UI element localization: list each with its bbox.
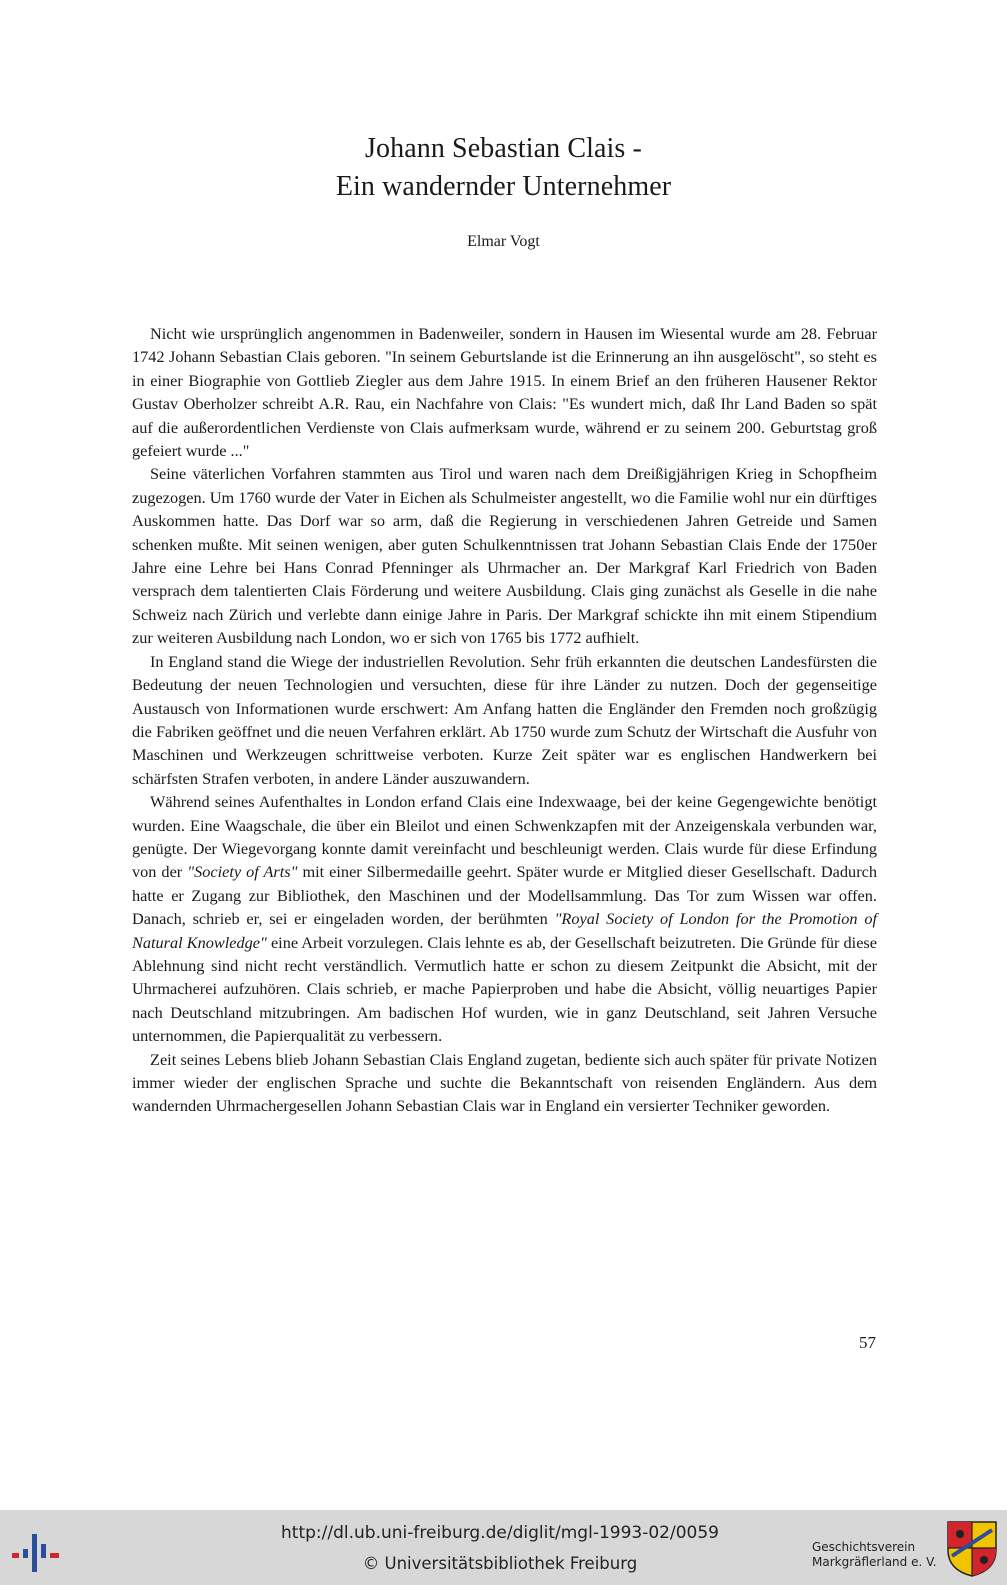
document-url-link[interactable]: http://dl.ub.uni-freiburg.de/diglit/mgl-1993-02/0059 bbox=[281, 1523, 719, 1543]
author-name: Elmar Vogt bbox=[467, 233, 540, 250]
title-line-2: Ein wandernder Unternehmer bbox=[335, 171, 672, 202]
paragraph-1: Nicht wie ursprünglich angenommen in Badenweiler, sondern in Hausen im Wiesental wurde am 28. Februar 1742 Johann Sebastian Clais geboren. "In seinem Geburtslande ist die Erinnerung an ihn ausgelöscht", so steht es in einer Biographie von Gottlieb Ziegler aus dem Jahre 1915. In einem Brief an den früheren Hausener Rektor Gustav Oberholzer schreibt A.R. Rau, ein Nachfahre von Clais: "Es wundert mich, daß Ihr Land Baden so spät auf die außerordentlichen Verdienste von Clais aufmerksam wurde, während er zu seinem 200. Geburtstag groß gefeiert wurde ..." bbox=[132, 324, 877, 461]
coat-of-arms-icon bbox=[946, 1520, 998, 1578]
article-body bbox=[132, 322, 877, 1118]
title-line-1: Johann Sebastian Clais - bbox=[365, 133, 642, 164]
paragraph-4 bbox=[132, 790, 877, 1047]
article-title bbox=[0, 130, 1007, 206]
society-name-line-1: Geschichtsverein bbox=[812, 1540, 916, 1554]
paragraph-2: Seine väterlichen Vorfahren stammten aus Tirol und waren nach dem Dreißigjährigen Krieg in Schopfheim zugezogen. Um 1760 wurde der Vater in Eichen als Schulmeister angestellt, wo die Familie wohl nur ein dürftiges Auskommen hatte. Das Dorf war so arm, daß die Regierung in verschiedenen Jahren Getreide und Samen schenken mußte. Mit seinen wenigen, aber guten Schulkenntnissen trat Johann Sebastian Clais Ende der 1750er Jahre eine Lehre bei Hans Conrad Pfenninger als Uhrmacher an. Der Markgraf Karl Friedrich von Baden versprach dem talentierten Clais Förderung und weitere Ausbildung. Clais ging zunächst als Geselle in die nahe Schweiz nach Zürich und verlebte dann einige Jahre in Paris. Der Markgraf schickte ihn mit einem Stipendium zur weiteren Ausbildung nach London, wo er sich von 1765 bis 1772 aufhielt. bbox=[132, 464, 877, 648]
copyright-notice: © Universitätsbibliothek Freiburg bbox=[362, 1554, 638, 1573]
ub-freiburg-logo-icon[interactable] bbox=[10, 1532, 66, 1574]
paragraph-4-part-2: mit einer Silbermedaille geehrt. Später wurde er Mitglied dieser Gesellschaft. Dadurch hatte er Zugang zur Bibliothek, den Maschinen und der Modellsammlung. Das Tor zum Wissen war offen. Danach, schrieb er, sei er eingeladen worden, der berühmten bbox=[132, 862, 877, 929]
society-of-arts-name: "Society of Arts" bbox=[187, 862, 298, 882]
society-name-line-2: Markgräflerland e. V. bbox=[812, 1555, 937, 1569]
library-footer bbox=[0, 1510, 1007, 1585]
paragraph-4-part-1: Während seines Aufenthaltes in London erfand Clais eine Indexwaage, bei der keine Gegengewichte benötigt wurden. Eine Waagschale, die über ein Bleilot und einen Schwenkzapfen mit der Anzeigenskala verbunden war, genügte. Der Wiegevorgang konnte damit vereinfacht und beschleunigt werden. Clais wurde für diese Erfindung von der bbox=[132, 792, 877, 882]
paragraph-4-part-3: eine Arbeit vorzulegen. Clais lehnte es ab, der Gesellschaft beizutreten. Die Gründe für diese Ablehnung sind nicht recht verständlich. Vermutlich hatte er schon zu diesem Zeitpunkt die Absicht, mit der Uhrmacherei aufzuhören. Clais schrieb, er mache Papierproben und habe die Absicht, völlig neuartiges Papier nach Deutschland mitzubringen. Am badischen Hof wurden, wie in ganz Deutschland, seit Jahren Versuche unternommen, die Papierqualität zu verbessern. bbox=[132, 932, 877, 1046]
society-name bbox=[812, 1540, 942, 1570]
paragraph-3: In England stand die Wiege der industriellen Revolution. Sehr früh erkannten die deutschen Landesfürsten die Bedeutung der neuen Technologien und versuchten, diese für ihre Länder zu nutzen. Doch der gegenseitige Austausch von Informationen wurde erschwert: Am Anfang hatten die Engländer den Fremden noch großzügig die Fabriken geöffnet und die neuen Verfahren erklärt. Ab 1750 wurde zum Schutz der Wirtschaft die Ausfuhr von Maschinen und Werkzeugen schrittweise verboten. Kurze Zeit später war es englischen Handwerkern bei schärfsten Strafen verboten, in andere Länder auszuwandern. bbox=[132, 651, 877, 788]
page-number: 57 bbox=[859, 1333, 876, 1352]
paragraph-5: Zeit seines Lebens blieb Johann Sebastian Clais England zugetan, bediente sich auch später für private Notizen immer wieder der englischen Sprache und suchte die Bekanntschaft von reisenden Engländern. Aus dem wandernden Uhrmachergesellen Johann Sebastian Clais war in England ein versierter Techniker geworden. bbox=[132, 1049, 877, 1116]
royal-society-name: "Royal Society of London for the Promotion of Natural Knowledge" bbox=[132, 909, 877, 952]
